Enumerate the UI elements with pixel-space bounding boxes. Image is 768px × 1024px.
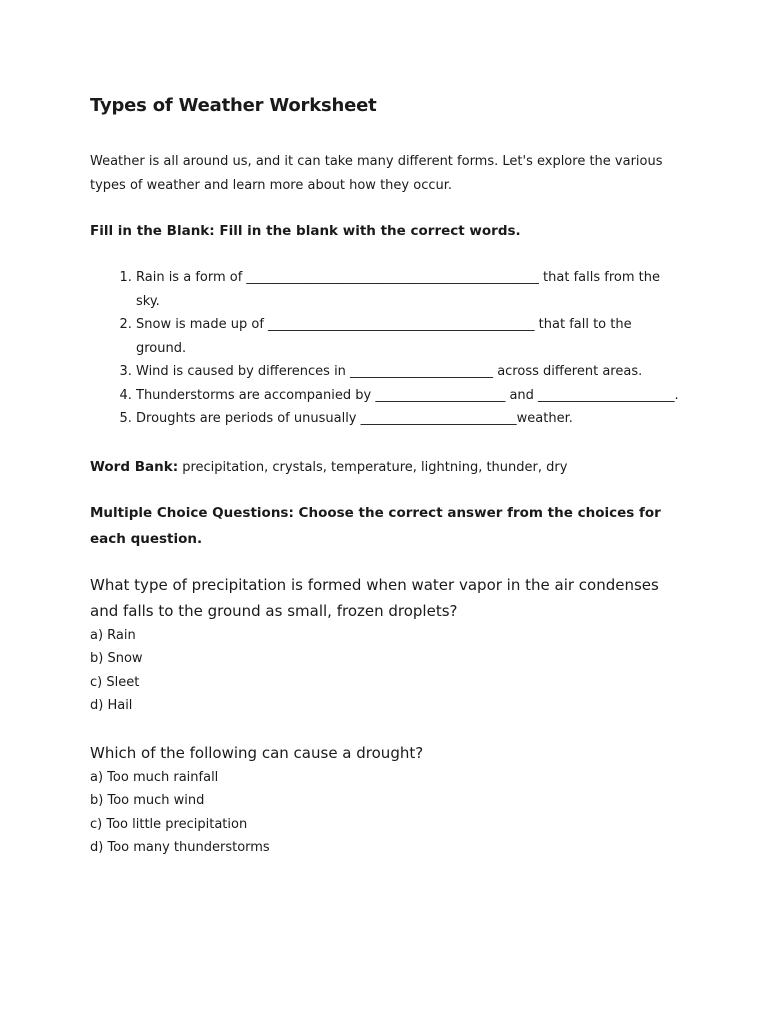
word-bank-label: Word Bank: xyxy=(90,458,179,475)
options-list xyxy=(90,766,680,860)
list-item: 3. Wind is caused by differences in ______________________ across different areas. xyxy=(136,360,680,384)
page-title: Types of Weather Worksheet xyxy=(90,95,377,116)
fill-in-blank-list xyxy=(90,266,680,431)
multiple-choice-heading: Multiple Choice Questions: Choose the correct answer from the choices for each question. xyxy=(90,504,661,547)
intro-paragraph: Weather is all around us, and it can take many different forms. Let's explore the various types of weather and learn more about how they occur. xyxy=(90,154,663,193)
option-item: a) Too much rainfall xyxy=(90,769,219,785)
list-item: 2. Snow is made up of _________________________________________ that fall to the ground. xyxy=(136,313,680,360)
word-bank xyxy=(90,455,680,480)
option-item: b) Too much wind xyxy=(90,793,205,808)
list-item: 1. Rain is a form of _____________________________________________ that falls from the sky. xyxy=(136,266,680,313)
options-list xyxy=(90,624,680,718)
option-item: a) Rain xyxy=(90,627,136,643)
option-item: d) Hail xyxy=(90,698,133,713)
option-item: c) Sleet xyxy=(90,674,140,690)
list-item: 4. Thunderstorms are accompanied by ____________________ and _____________________. xyxy=(136,384,680,408)
option-item: b) Snow xyxy=(90,651,143,666)
question-text: Which of the following can cause a drought? xyxy=(90,743,424,762)
question-text: What type of precipitation is formed when water vapor in the air condenses and falls to the ground as small, frozen droplets? xyxy=(90,575,659,620)
fill-in-blank-heading: Fill in the Blank: Fill in the blank with the correct words. xyxy=(90,223,521,239)
word-bank-words: precipitation, crystals, temperature, lightning, thunder, dry xyxy=(178,459,568,475)
worksheet-page xyxy=(90,95,680,882)
list-item: 5. Droughts are periods of unusually ________________________weather. xyxy=(136,407,680,431)
option-item: d) Too many thunderstorms xyxy=(90,840,270,855)
option-item: c) Too little precipitation xyxy=(90,816,248,832)
